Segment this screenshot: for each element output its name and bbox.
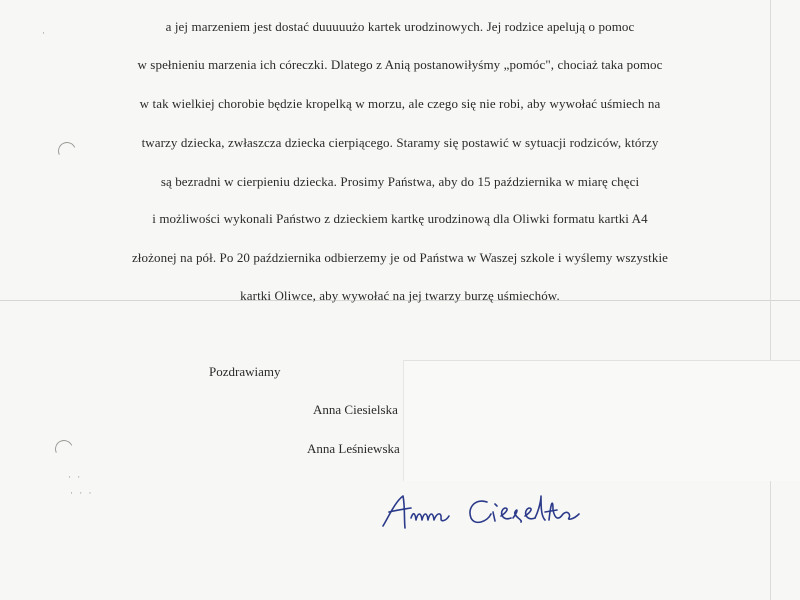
letter-line-8: kartki Oliwce, aby wywołać na jej twarzy burzę uśmiechów. bbox=[240, 288, 560, 303]
signer-name-1: Anna Ciesielska bbox=[313, 402, 398, 417]
scan-speck: · · · bbox=[70, 488, 94, 498]
handwritten-signature-icon bbox=[375, 488, 615, 534]
closing-greeting: Pozdrawiamy bbox=[209, 364, 281, 379]
scan-speck: · · bbox=[68, 472, 83, 482]
letter-line-3: w tak wielkiej chorobie będzie kropelką w morzu, ale czego się nie robi, aby wywołać uśmiech na bbox=[139, 96, 661, 111]
letter-line-7: złożonej na pół. Po 20 października odbierzemy je od Państwa w Waszej szkole i wyślemy wszystkie bbox=[131, 250, 669, 265]
letter-line-1: a jej marzeniem jest dostać duuuuużo kartek urodzinowych. Jej rodzice apelują o pomoc bbox=[165, 19, 635, 34]
pasted-paper-patch bbox=[403, 360, 800, 481]
letter-line-5: są bezradni w cierpieniu dziecka. Prosimy Państwa, aby do 15 października w miarę chęci bbox=[160, 174, 640, 189]
signer-name-2: Anna Leśniewska bbox=[307, 441, 400, 456]
letter-line-2: w spełnieniu marzenia ich córeczki. Dlatego z Anią postanowiłyśmy „pomóc", chociaż taka pomoc bbox=[137, 57, 663, 72]
punch-hole-mark-icon bbox=[52, 437, 75, 460]
scan-speck: · bbox=[42, 28, 47, 38]
letter-line-4: twarzy dziecka, zwłaszcza dziecka cierpiącego. Staramy się postawić w sytuacji rodziców, którzy bbox=[141, 135, 659, 150]
letter-line-6: i możliwości wykonali Państwo z dzieckiem kartkę urodzinową dla Oliwki formatu kartki A4 bbox=[152, 211, 648, 226]
